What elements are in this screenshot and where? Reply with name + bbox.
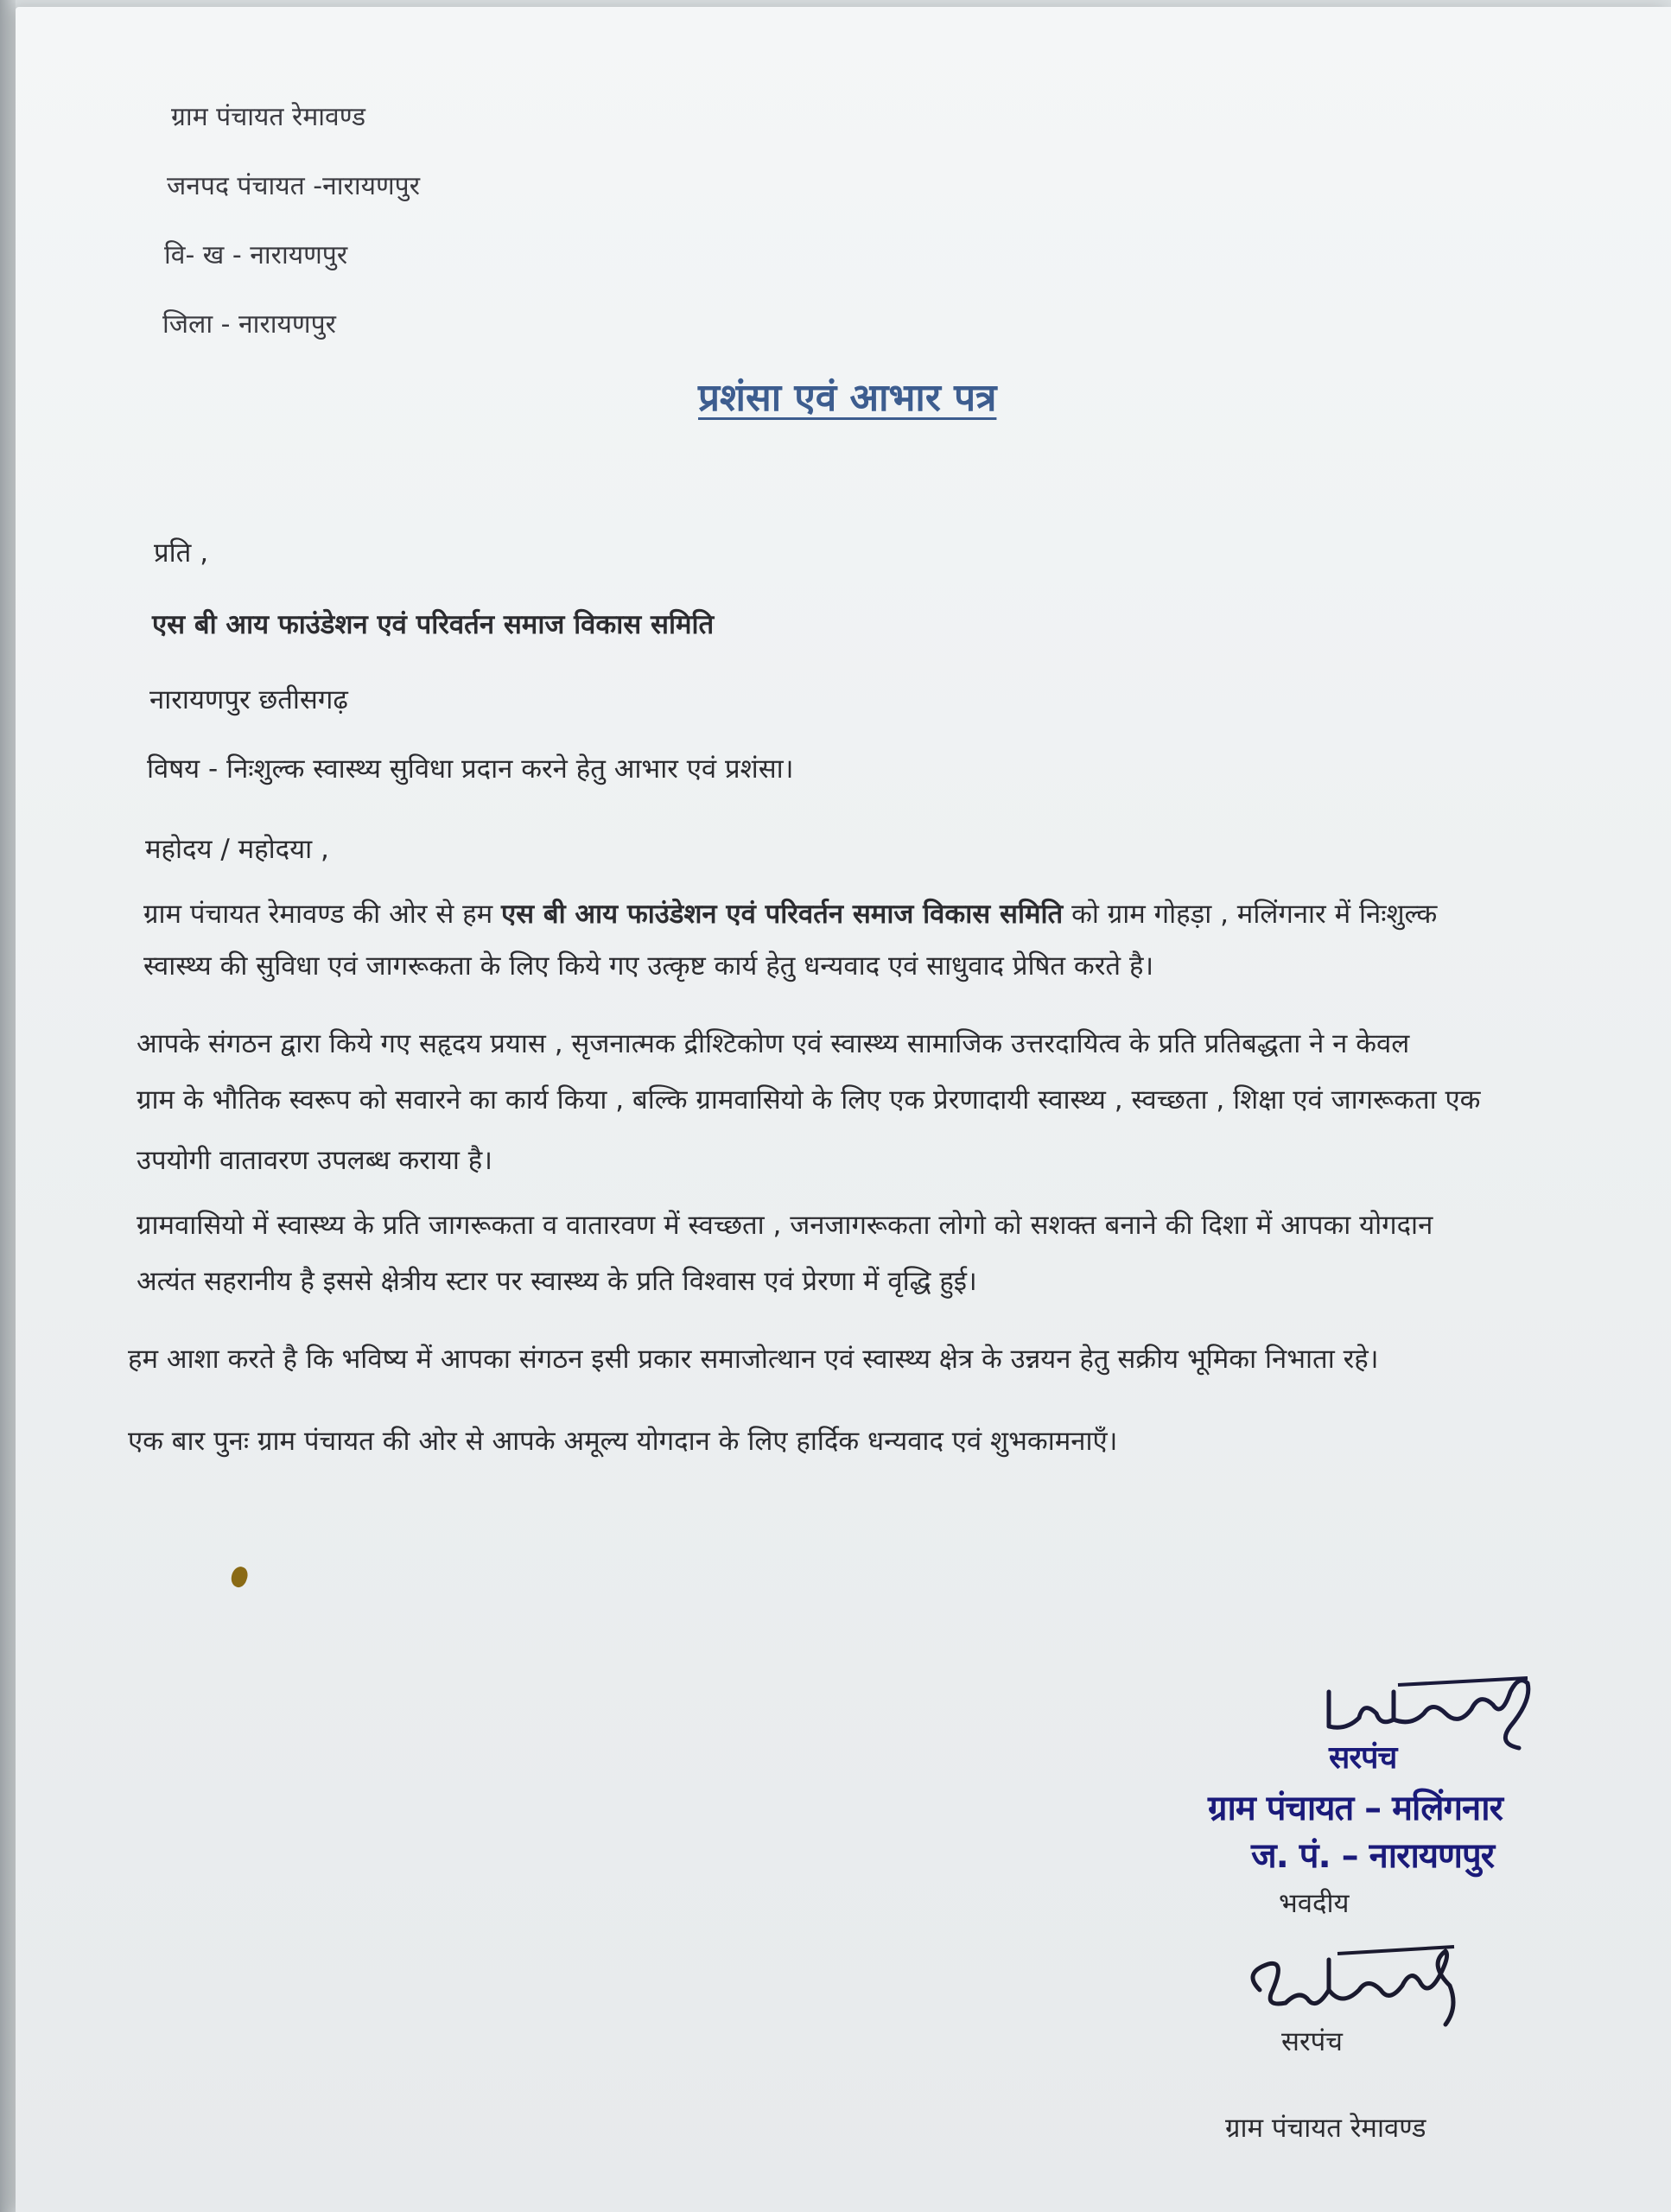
signature-lower [1234,1938,1476,2033]
header-janpad: जनपद पंचायत -नारायणपुर [167,171,420,201]
recipient-place: नारायणपुर छतीसगढ़ [149,684,348,715]
stamp-panchayat: ग्राम पंचायत – मलिंगनार [1208,1789,1503,1828]
paragraph-2-line-3: उपयोगी वातावरण उपलब्ध कराया है। [137,1145,492,1176]
stamp-designation: सरपंच [1329,1740,1397,1776]
paragraph-1-start: ग्राम पंचायत रेमावण्ड की ओर से हम [143,899,501,930]
closing-office: ग्राम पंचायत रेमावण्ड [1225,2113,1426,2144]
paragraph-1-end: को ग्राम गोहड़ा , मलिंगनार में निःशुल्क [1063,899,1438,930]
paragraph-4: हम आशा करते है कि भविष्य में आपका संगठन इसी प्रकार समाजोत्थान एवं स्वास्थ्य क्षेत्र के उन्नयन हेतु सक्रीय भूमिका निभाता रहे। [128,1344,1379,1375]
closing-designation: सरपंच [1281,2026,1343,2057]
subject-line: विषय - निःशुल्क स्वास्थ्य सुविधा प्रदान करने हेतु आभार एवं प्रशंसा। [147,753,794,785]
background-edge [0,0,16,2212]
letter-page [16,7,1671,2212]
paragraph-1-org: एस बी आय फाउंडेशन एवं परिवर्तन समाज विकास समिति [500,899,1064,930]
paragraph-2-line-1: आपके संगठन द्वारा किये गए सहृदय प्रयास , सृजनात्मक द्रीश्टिकोण एवं स्वास्थ्य सामाजिक उत्तरदायित्व के प्रति प्रतिबद्धता ने न केवल [137,1028,1410,1059]
paragraph-1-line-1 [143,897,1437,931]
closing-yours: भवदीय [1279,1888,1350,1919]
letter-title: प्रशंसा एवं आभार पत्र [698,376,997,420]
ink-spot [228,1565,250,1590]
recipient-prefix: प्रति , [154,537,209,569]
recipient-organization: एस बी आय फाउंडेशन एवं परिवर्तन समाज विकास समिति [152,609,715,640]
paragraph-5: एक बार पुनः ग्राम पंचायत की ओर से आपके अमूल्य योगदान के लिए हार्दिक धन्यवाद एवं शुभकामनाएँ। [128,1426,1118,1457]
header-block: वि- ख - नारायणपुर [164,240,348,270]
header-district: जिला - नारायणपुर [162,309,336,340]
salutation: महोदय / महोदया , [145,834,329,865]
header-panchayat: ग्राम पंचायत रेमावण्ड [171,102,366,132]
paragraph-3-line-2: अत्यंत सहरानीय है इससे क्षेत्रीय स्टार पर स्वास्थ्य के प्रति विश्वास एवं प्रेरणा में वृद्धि हुई। [137,1266,977,1297]
paragraph-3-line-1: ग्रामवासियो में स्वास्थ्य के प्रति जागरूकता व वातारवण में स्वच्छता , जनजागरूकता लोगो को सशक्त बनाने की दिशा में आपका योगदान [137,1210,1433,1241]
paragraph-2-line-2: ग्राम के भौतिक स्वरूप को सवारने का कार्य किया , बल्कि ग्रामवासियो के लिए एक प्रेरणादायी स्वास्थ्य , स्वच्छता , शिक्षा एवं जागरूकता एक [137,1084,1481,1116]
stamp-janpad: ज. पं. – नारायणपुर [1251,1836,1495,1876]
paragraph-1-line-2: स्वास्थ्य की सुविधा एवं जागरूकता के लिए किये गए उत्कृष्ट कार्य हेतु धन्यवाद एवं साधुवाद प्रेषित करते है। [143,950,1154,982]
